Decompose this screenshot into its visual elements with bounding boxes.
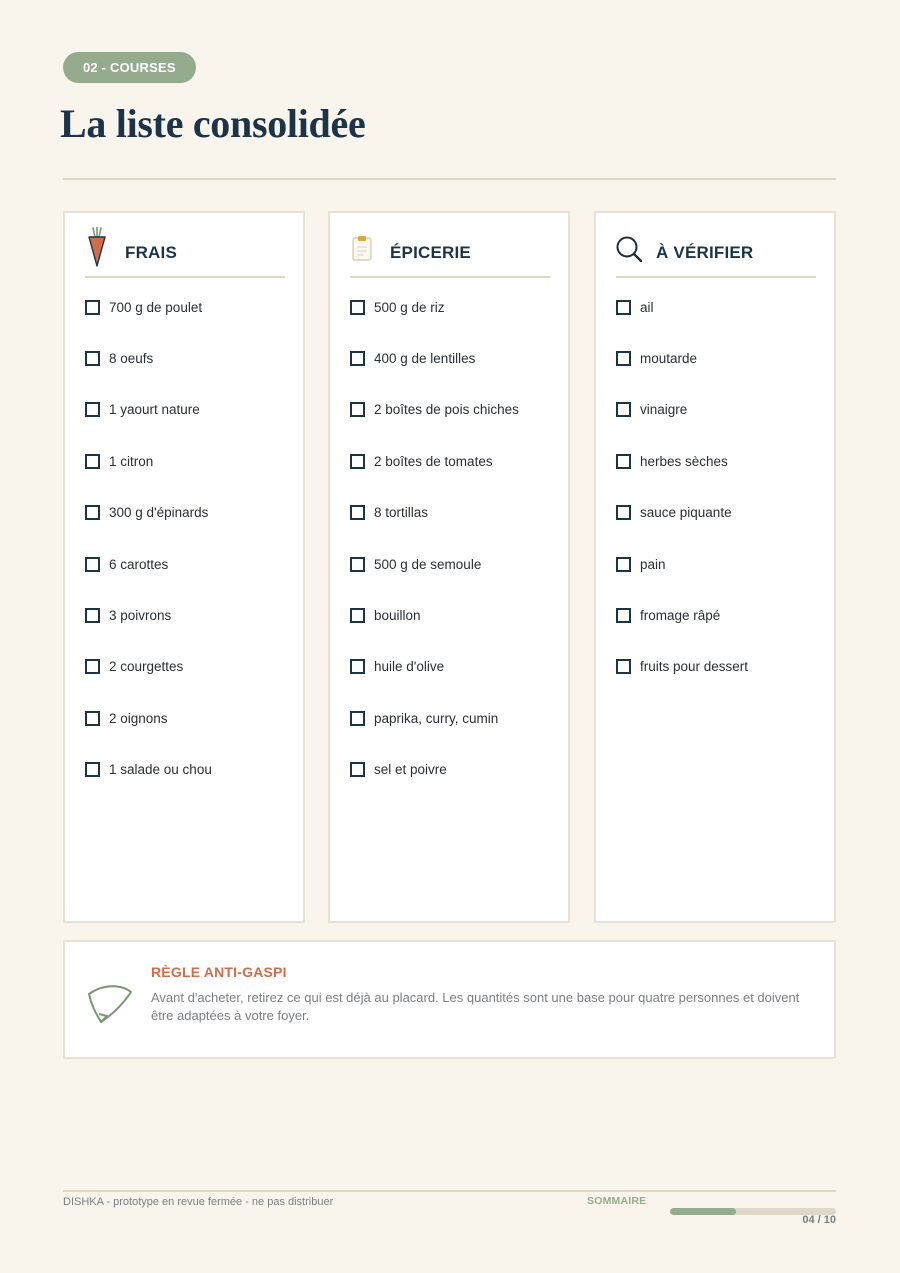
list-item[interactable] [85,759,295,779]
checkbox[interactable] [616,402,631,417]
item-label: 500 g de riz [374,299,445,315]
column-epicerie [328,211,570,923]
list-item[interactable] [350,708,560,728]
item-label: 2 boîtes de pois chiches [374,401,519,417]
list-item[interactable] [616,451,826,471]
checkbox[interactable] [85,711,100,726]
item-label: herbes sèches [640,453,728,469]
checkbox[interactable] [350,505,365,520]
item-label: 3 poivrons [109,607,172,623]
checkbox[interactable] [85,454,100,469]
checkbox[interactable] [616,557,631,572]
tip-title: RÈGLE ANTI-GASPI [151,964,287,980]
checkbox[interactable] [616,659,631,674]
item-label: 2 boîtes de tomates [374,453,493,469]
item-label: 8 oeufs [109,350,154,366]
item-label: sel et poivre [374,761,447,777]
list-item[interactable] [350,451,560,471]
item-label: moutarde [640,350,698,366]
shopping-columns [63,211,836,923]
list-item[interactable] [85,554,295,574]
list-item[interactable] [616,554,826,574]
column-header [85,227,285,278]
list-item[interactable] [350,605,560,625]
list-item[interactable] [85,708,295,728]
magnifier-icon [616,227,644,269]
tip-text: Avant d'acheter, retirez ce qui est déjà au placard. Les quantités sont une base pour quatre personnes et doivent être adaptées à votre foyer. [151,990,800,1023]
item-label: 700 g de poulet [109,299,203,315]
checkbox[interactable] [350,659,365,674]
checkbox[interactable] [85,351,100,366]
checkbox[interactable] [616,505,631,520]
list-item[interactable] [350,554,560,574]
list-item[interactable] [85,502,295,522]
list-item[interactable] [350,502,560,522]
list-item[interactable] [85,451,295,471]
list-item[interactable] [350,297,560,317]
checkbox[interactable] [350,454,365,469]
checkbox[interactable] [85,300,100,315]
checkbox[interactable] [350,711,365,726]
checkbox[interactable] [350,402,365,417]
checkbox[interactable] [85,505,100,520]
list-item[interactable] [350,759,560,779]
checkbox[interactable] [616,351,631,366]
carrot-icon [85,227,113,269]
item-label: 6 carottes [109,556,169,572]
list-item[interactable] [616,297,826,317]
column-header [616,227,816,278]
page-title: La liste consolidée [60,101,366,146]
list-item[interactable] [616,502,826,522]
list-item[interactable] [85,297,295,317]
page-number: 04 / 10 [802,1214,836,1226]
checkbox[interactable] [85,557,100,572]
item-label: vinaigre [640,401,688,417]
column-title: FRAIS [125,243,177,262]
checkbox[interactable] [85,608,100,623]
column-a-verifier [594,211,836,923]
item-label: 2 oignons [109,710,168,726]
item-label: ail [640,299,654,315]
item-label: paprika, curry, cumin [374,710,499,726]
item-label: fruits pour dessert [640,658,749,674]
checkbox[interactable] [350,351,365,366]
anti-waste-tip [63,940,836,1059]
item-label: 1 salade ou chou [109,761,212,777]
column-frais [63,211,305,923]
checkbox[interactable] [85,659,100,674]
checkbox[interactable] [350,300,365,315]
checkbox[interactable] [616,608,631,623]
list-item[interactable] [350,399,560,419]
checkbox[interactable] [350,608,365,623]
item-label: pain [640,556,666,572]
list-item[interactable] [85,399,295,419]
list-item[interactable] [616,399,826,419]
item-label: huile d'olive [374,658,445,674]
title-divider [63,178,836,180]
list-item[interactable] [350,656,560,676]
column-title: À VÉRIFIER [656,243,754,262]
item-label: sauce piquante [640,504,732,520]
checkbox[interactable] [85,762,100,777]
list-item[interactable] [616,348,826,368]
checkbox[interactable] [85,402,100,417]
item-label: fromage râpé [640,607,721,623]
list-item[interactable] [616,656,826,676]
column-title: ÉPICERIE [390,243,471,262]
section-pill: 02 - COURSES [63,52,196,83]
summary-link[interactable]: SOMMAIRE [587,1195,647,1207]
checkbox[interactable] [350,762,365,777]
item-label: 500 g de semoule [374,556,482,572]
item-label: 1 yaourt nature [109,401,200,417]
footer-divider [63,1190,836,1192]
list-item[interactable] [85,605,295,625]
footer-note: DISHKA - prototype en revue fermée - ne pas distribuer [63,1196,334,1208]
list-item[interactable] [85,348,295,368]
item-label: 400 g de lentilles [374,350,476,366]
checkbox[interactable] [616,300,631,315]
item-label: 8 tortillas [374,504,429,520]
item-label: 300 g d'épinards [109,504,209,520]
list-item[interactable] [350,348,560,368]
item-label: 2 courgettes [109,658,184,674]
leaf-icon [85,982,137,1026]
checkbox[interactable] [350,557,365,572]
item-label: bouillon [374,607,421,623]
clipboard-icon [350,227,378,269]
item-label: 1 citron [109,453,154,469]
list-item[interactable] [616,605,826,625]
list-item[interactable] [85,656,295,676]
checkbox[interactable] [616,454,631,469]
column-header [350,227,550,278]
